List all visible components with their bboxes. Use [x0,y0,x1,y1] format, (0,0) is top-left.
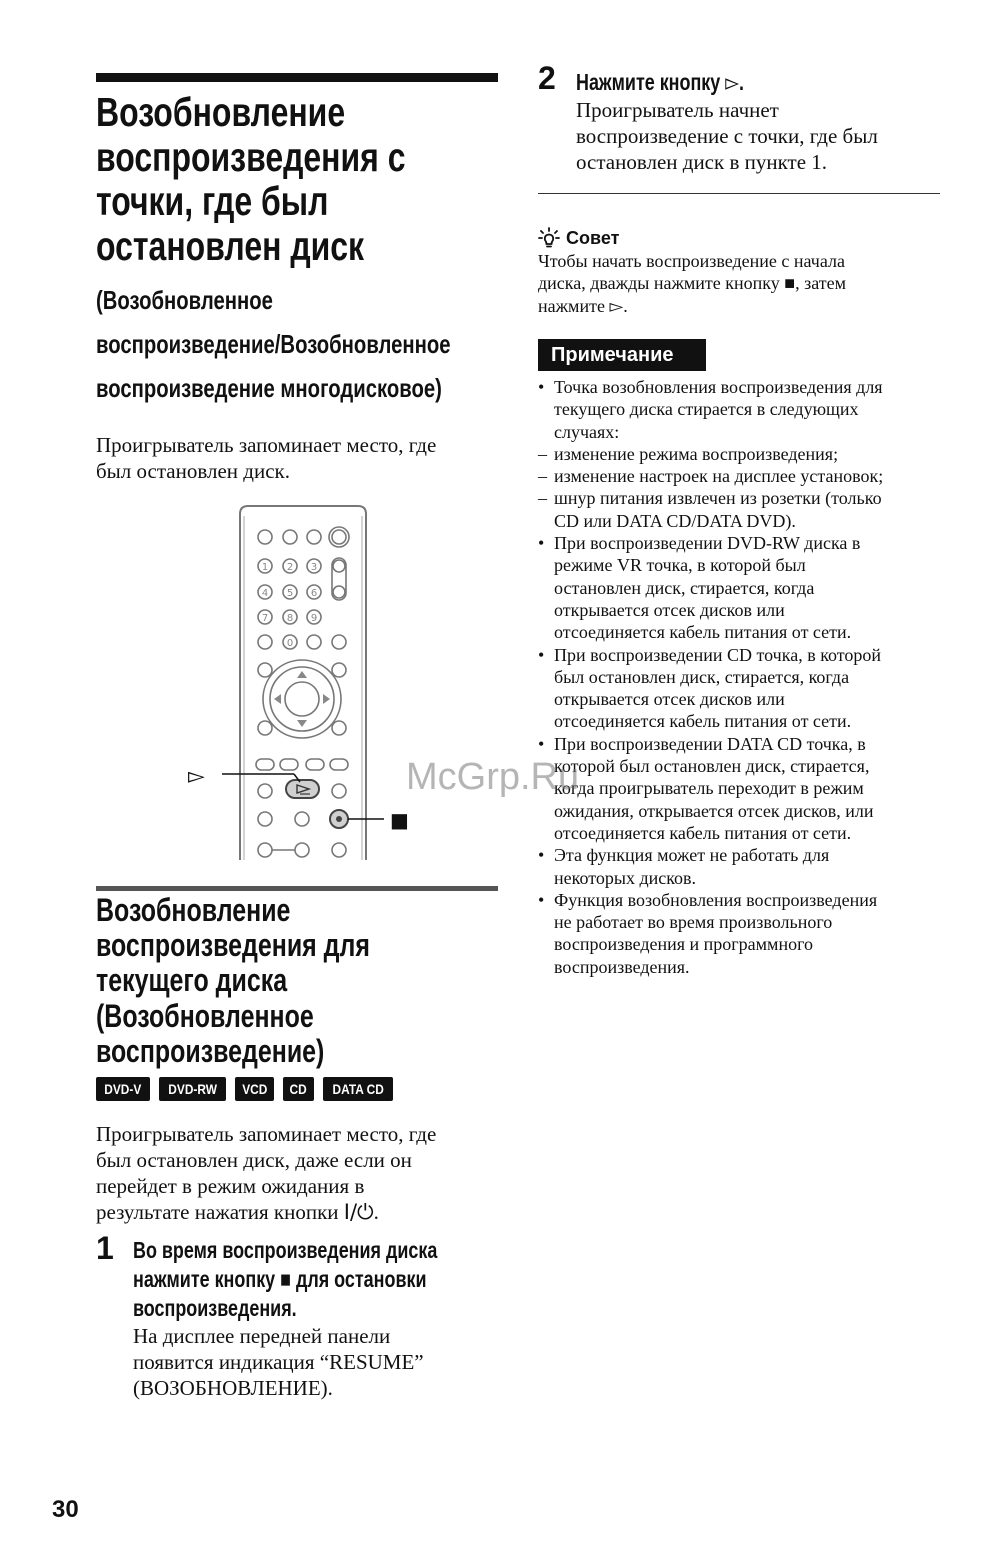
digit-label: 5 [286,588,294,599]
note-line: когда проигрыватель переходит в режим [554,778,864,799]
section-title-line: воспроизведение) [96,1032,325,1069]
main-title-line: воспроизведения с [96,133,406,180]
remote-button [332,721,346,735]
digit-label: 3 [310,562,318,573]
step-1-text [133,1323,503,1401]
step-1-number: 1 [96,1230,114,1266]
step-1-text-line: появится индикация “RESUME” [133,1350,424,1374]
enter-button [285,682,319,716]
remote-control-illustration [182,500,422,862]
note-line: При воспроизведении CD точка, в которой [554,644,882,665]
step-2-text-line: Проигрыватель начнет [576,98,779,122]
note-line: При воспроизведении DATA CD точка, в [554,733,866,754]
badge-vcd: VCD [235,1077,275,1101]
right-rule [538,193,940,194]
remote-button [295,843,309,857]
note-line: отсоединяется кабель питания от сети. [554,822,852,843]
remote-button [307,635,321,649]
note-line: При воспроизведении DVD-RW диска в [554,533,861,554]
lightbulb-icon [538,227,560,249]
note-line: открывается отсек дисков или [554,689,785,710]
note-marker: • [538,733,545,754]
section-title-line: (Возобновленное [96,997,314,1034]
note-line: некоторых дисков. [554,867,697,888]
note-marker: • [538,889,545,910]
note-line: Точка возобновления воспроизведения для [554,377,883,397]
section-text-line: Проигрыватель запоминает место, где [96,1122,437,1146]
note-line: остановлен диск, стирается, когда [554,577,815,598]
note-line: текущего диска стирается в следующих [554,399,859,420]
note-line: CD или DATA CD/DATA DVD). [554,510,796,531]
disc-type-badges [96,1077,393,1101]
note-item [538,465,940,487]
next-button [330,759,348,770]
note-line: режиме VR точка, в которой был [554,555,806,576]
note-line: отсоединяется кабель питания от сети. [554,622,852,643]
step-1-title-line: Во время воспроизведения диска [133,1237,438,1263]
note-line: Эта функция может не работать для [554,845,830,866]
volume-minus-icon [333,586,345,598]
note-item [538,532,940,643]
step-2-title: Нажмите кнопку ▻. [576,69,745,95]
scan-back-button [258,784,272,798]
section-text [96,1121,498,1225]
digit-label: 1 [261,562,269,573]
badge-dvd-v: DVD-V [96,1077,150,1101]
note-line: воспроизведения и программного [554,934,814,955]
tip-text [538,250,940,317]
digit-label: 6 [310,588,318,599]
note-item [538,889,940,978]
note-marker: – [538,488,547,509]
note-heading: Примечание [538,339,706,371]
note-marker: – [538,443,547,464]
main-subtitle-line: воспроизведение многодисковое) [96,373,442,403]
step-1-text-line: На дисплее передней панели [133,1324,391,1348]
tip-heading [538,227,619,249]
section-title-line: текущего диска [96,962,288,999]
step-2-text-line: воспроизведение с точки, где был [576,124,878,148]
prev-button [256,759,274,770]
section-text-line: перейдет в режим ожидания в [96,1174,365,1198]
main-title-line: Возобновление [96,89,346,135]
note-line: отсоединяется кабель питания от сети. [554,711,852,732]
remote-button [258,663,272,677]
section-text-line-part: результате нажатия кнопки [96,1200,339,1224]
digit-label: 0 [286,638,294,649]
remote-button [332,843,346,857]
note-marker: • [538,845,545,866]
step-2-number: 2 [538,60,556,96]
note-line: открывается отсек дисков или [554,599,785,620]
remote-button [283,530,297,544]
note-item [538,487,940,532]
note-marker: • [538,533,545,554]
section-title-line: воспроизведения для [96,927,370,964]
main-subtitle-line: (Возобновленное [96,285,273,315]
note-line: Функция возобновления воспроизведения [554,889,878,910]
play-callout-icon: ▻ [188,764,205,789]
tip-heading-label: Совет [566,228,620,248]
watermark: McGrp.Ru [406,756,580,798]
tip-text-line: нажмите ▻. [538,295,628,316]
digit-label: 4 [261,588,269,599]
stop-callout-icon: ■ [390,808,409,832]
badge-dvd-rw: DVD-RW [159,1077,226,1101]
step-1-title-line: нажмите кнопку ■ для остановки [133,1266,427,1292]
note-item [538,844,940,889]
step-2-text-line: остановлен диск в пункте 1. [576,150,828,174]
remote-button [258,721,272,735]
note-line: изменение режима воспроизведения; [554,443,839,464]
section-title-line: Возобновление [96,892,291,928]
power-icon: I/⏻ [343,1200,374,1224]
note-item [538,376,940,443]
section-title [96,893,370,1069]
remote-button [307,530,321,544]
digit-label: 2 [286,562,294,573]
remote-button [258,635,272,649]
note-line: ожидания, открывается отсек дисков, или [554,800,874,821]
play-button [286,780,319,798]
digit-label: 9 [310,613,318,624]
tip-text-line: диска, дважды нажмите кнопку ■, затем [538,273,847,294]
note-line: был остановлен диск, стирается, когда [554,666,850,687]
replay-button [280,759,298,770]
note-line: шнур питания извлечен из розетки (только [554,488,882,509]
digit-label: 7 [261,613,269,624]
advance-button [306,759,324,770]
intro-text [96,432,498,484]
eject-button [258,530,272,544]
remote-button [332,635,346,649]
digit-label: 8 [286,613,294,624]
note-marker: • [538,377,545,397]
tip-text-line: Чтобы начать воспроизведение с начала [538,251,845,271]
note-item [538,443,940,465]
section-text-line: был остановлен диск, даже если он [96,1148,412,1172]
scan-forward-button [332,784,346,798]
note-item [538,644,940,733]
page-number: 30 [52,1496,79,1523]
note-line: не работает во время произвольного [554,912,833,933]
note-item [538,733,940,844]
main-title-line: остановлен диск [96,222,365,269]
note-list [538,376,940,978]
power-button-inner [332,530,346,544]
step-1-title-line: воспроизведения. [133,1295,297,1321]
badge-data-cd: DATA CD [323,1077,393,1101]
remote-button [258,843,272,857]
top-rule [96,73,498,82]
section-text-line [96,1199,498,1225]
step-1-text-line: (ВОЗОБНОВЛЕНИЕ). [133,1376,333,1400]
intro-line: Проигрыватель запоминает место, где [96,433,437,457]
note-line: изменение настроек на дисплее установок; [554,466,884,487]
step-1-title [133,1236,437,1323]
note-line: воспроизведения. [554,956,690,977]
intro-line: был остановлен диск. [96,459,290,483]
step-2-text [576,97,946,175]
main-subtitle-line: воспроизведение/Возобновленное [96,329,451,359]
section-text-end: . [373,1200,379,1224]
remote-button [332,663,346,677]
section-rule [96,886,498,891]
main-subtitle [96,278,451,410]
note-marker: – [538,466,547,487]
main-title-line: точки, где был [96,178,329,224]
remote-button [258,812,272,826]
note-marker: • [538,644,545,665]
pause-button [295,812,309,826]
note-line: которой был остановлен диск, стирается, [554,756,870,777]
badge-cd: CD [283,1077,313,1101]
note-line: случаях: [554,421,620,442]
main-title [96,90,406,268]
volume-plus-icon [333,560,345,572]
